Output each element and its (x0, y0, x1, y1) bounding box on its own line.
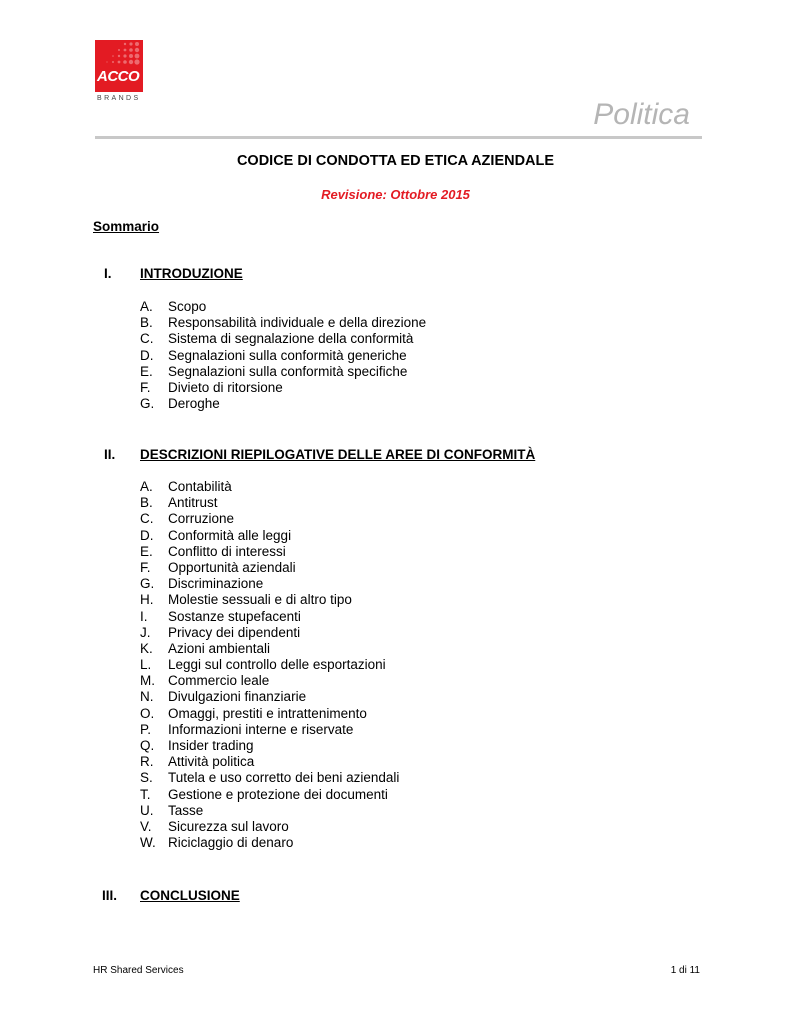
section-title: DESCRIZIONI RIEPILOGATIVE DELLE AREE DI CONFORMITÀ (140, 447, 536, 462)
logo-subtext: BRANDS (97, 95, 141, 102)
summary-heading: Sommario (93, 219, 160, 234)
section-title: CONCLUSIONE (140, 888, 240, 903)
logo-mark (95, 40, 143, 92)
section-number: III. (102, 888, 118, 903)
document-type-label: Politica (593, 98, 690, 131)
section-title: INTRODUZIONE (140, 266, 243, 281)
section-number: II. (104, 447, 116, 462)
header-divider (95, 136, 702, 139)
logo-text: ACCO (97, 68, 140, 85)
footer-page-number: 1 di 11 (670, 965, 700, 976)
revision-label: Revisione: Ottobre 2015 (321, 187, 470, 202)
section-number: I. (104, 266, 112, 281)
acco-brands-logo (95, 40, 145, 108)
footer-department: HR Shared Services (93, 965, 184, 976)
document-title: CODICE DI CONDOTTA ED ETICA AZIENDALE (236, 153, 555, 169)
